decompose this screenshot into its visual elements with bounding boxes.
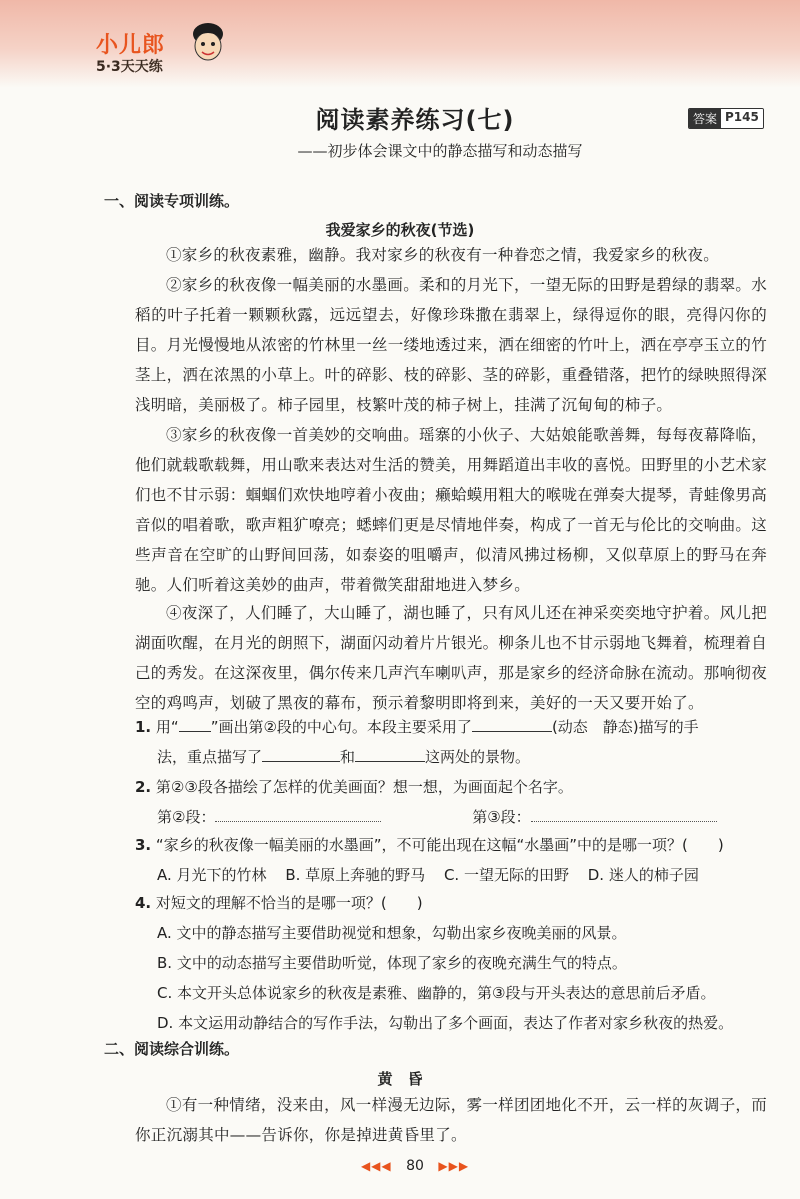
page-subtitle: ——初步体会课文中的静态描写和动态描写 (297, 142, 583, 160)
q1-method-blank[interactable] (472, 713, 552, 732)
page-title: 阅读素养练习(七) (315, 106, 515, 134)
q1-scene-blank-2[interactable] (355, 743, 425, 762)
passage-title-1: 我爱家乡的秋夜(节选) (325, 221, 475, 239)
section-heading-2: 二、阅读综合训练。 (104, 1040, 240, 1058)
page-number: 80 (406, 1158, 424, 1174)
q2-answer-blank-1[interactable] (215, 805, 381, 822)
question-1: 1. 用“ ”画出第②段的中心句。本段主要采用了 (动态 静态)描写的手 法，重点描写了 和 这两处的景物。 (135, 712, 775, 772)
answer-label: 答案 (689, 109, 721, 128)
q4-option-c[interactable]: C. 本文开头总体说家乡的秋夜是素雅、幽静的，第③段与开头表达的意思前后矛盾。 (157, 984, 716, 1002)
q3-option-b[interactable]: B. 草原上奔驰的野马 (285, 866, 426, 884)
paragraph-4: ④夜深了，人们睡了，大山睡了，湖也睡了，只有风儿还在神采奕奕地守护着。风儿把湖面吹醒，在月光的朗照下，湖面闪动着片片银光。柳条儿也不甘示弱地飞舞着，梳理着自己的秀发。在这深夜里，偶尔传来几声汽车喇叭声，那是家乡的经济命脉在流动。那响彻夜空的鸡鸣声，划破了黑夜的幕布，预示着黎明即将到来，美好的一天又要开始了。 (135, 604, 768, 712)
q1-line-style-blank[interactable] (179, 713, 211, 732)
q3-option-c[interactable]: C. 一望无际的田野 (443, 866, 569, 884)
q1-scene-blank-1[interactable] (262, 743, 340, 762)
q4-option-d[interactable]: D. 本文运用动静结合的写作手法，勾勒出了多个画面，表达了作者对家乡秋夜的热爱。 (157, 1014, 734, 1032)
answer-reference (688, 108, 764, 129)
passage-title-2: 黄 昏 (377, 1070, 423, 1088)
question-2: 2. 第②③段各描绘了怎样的优美画面？想一想，为画面起个名字。 第②段： 第③段： (135, 772, 775, 832)
question-3: 3. “家乡的秋夜像一幅美丽的水墨画”，不可能出现在这幅“水墨画”中的是哪一项？( ) A. 月光下的竹林 B. 草原上奔驰的野马 C. 一望无际的田野 D. 迷人的柿子园 (135, 836, 724, 884)
cartoon-boy-icon (188, 22, 228, 68)
paragraph-3: ③家乡的秋夜像一首美妙的交响曲。瑶寨的小伙子、大姑娘能歌善舞，每每夜幕降临，他们就载歌载舞，用山歌来表达对生活的赞美，用舞蹈道出丰收的喜悦。田野里的小艺术家们也不甘示弱：蝈蝈们欢快地哼着小夜曲；癞蛤蟆用粗大的喉咙在弹奏大提琴，青蛙像男高音似的唱着歌，歌声粗犷嘹亮；蟋蟀们更是尽情地伴奏，构成了一首无与伦比的交响曲。这些声音在空旷的山野间回荡，如泰姿的咀嚼声，似清风拂过杨柳，又似草原上的野马在奔驰。人们听着这美妙的曲声，带着微笑甜甜地进入梦乡。 (135, 426, 768, 594)
paragraph-5: ①有一种情绪，没来由，风一样漫无边际，雾一样团团地化不开，云一样的灰调子，而你正沉溺其中——告诉你，你是掉进黄昏里了。 (135, 1096, 767, 1144)
page-footer (340, 1158, 490, 1174)
q3-option-a[interactable]: A. 月光下的竹林 (157, 866, 267, 884)
prev-arrows-icon: ◀◀◀ (360, 1159, 392, 1173)
q4-option-b[interactable]: B. 文中的动态描写主要借助听觉，体现了家乡的夜晚充满生气的特点。 (157, 954, 627, 972)
paragraph-2: ②家乡的秋夜像一幅美丽的水墨画。柔和的月光下，一望无际的田野是碧绿的翡翠。水稻的叶子托着一颗颗秋露，远远望去，好像珍珠撒在翡翠上，绿得逗你的眼，亮得闪你的目。月光慢慢地从浓密的竹林里一丝一缕地透过来，洒在细密的竹叶上，洒在亭亭玉立的竹茎上，洒在浓黑的小草上。叶的碎影、枝的碎影、茎的碎影，重叠错落，把竹的绿映照得深浅明暗，美丽极了。柿子园里，枝繁叶茂的柿子树上，挂满了沉甸甸的柿子。 (135, 276, 768, 414)
answer-page: P145 (721, 109, 763, 128)
paragraph-1: ①家乡的秋夜素雅，幽静。我对家乡的秋夜有一种眷恋之情，我爱家乡的秋夜。 (166, 246, 720, 264)
q2-answer-blank-2[interactable] (531, 805, 717, 822)
section-heading-1: 一、阅读专项训练。 (104, 192, 240, 210)
brand-logo (96, 28, 236, 98)
q3-option-d[interactable]: D. 迷人的柿子园 (587, 866, 699, 884)
series-name: 5·3天天练 (96, 59, 163, 75)
brand-name: 小儿郎 (96, 33, 166, 58)
q4-option-a[interactable]: A. 文中的静态描写主要借助视觉和想象，勾勒出家乡夜晚美丽的风景。 (157, 924, 627, 942)
question-4: 4. 对短文的理解不恰当的是哪一项？( ) A. 文中的静态描写主要借助视觉和想象，勾勒出家乡夜晚美丽的风景。 B. 文中的动态描写主要借助听觉，体现了家乡的夜晚充满生气的特点。 C. 本文开头总体说家乡的秋夜是素雅、幽静的，第③段与开头表达的意思前后矛盾。 D. 本文运用动静结合的写作手法，勾勒出了多个画面，表达了作者对家乡秋夜的热爱。 (135, 888, 775, 1038)
next-arrows-icon: ▶▶▶ (438, 1159, 470, 1173)
